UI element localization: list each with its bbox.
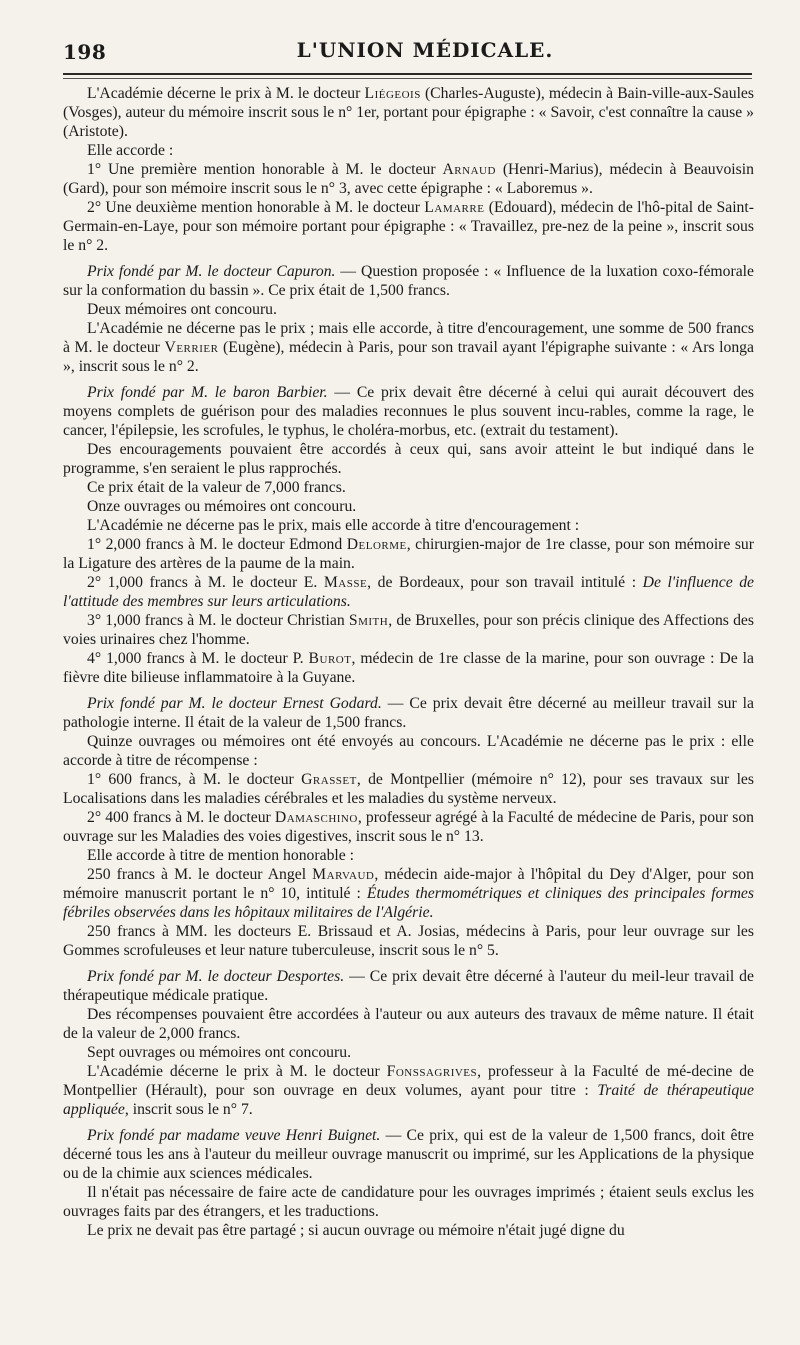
paragraph-text: Des encouragements pouvaient être accordés à ceux qui, sans avoir atteint le but indiqué dans le programme, s'en seraient le plus rapprochés. — [63, 441, 754, 477]
paragraph-text: L'Académie décerne le prix à M. le docteur — [87, 85, 365, 102]
paragraph-text: (Henri-Marius), médecin à Beauvoisin (Gard), pour son mémoire inscrit sous le n° 3, avec cette épigraphe : « Laboremus ». — [63, 161, 754, 197]
paragraph-text: , professeur agrégé à la Faculté de médecine de Paris, pour son ouvrage sur les Maladies des voies digestives, inscrit sous le n° 13. — [63, 809, 755, 845]
paragraph-text: , professeur à la Faculté de mé-decine de Montpellier (Hérault), pour son ouvrage en deux volumes, ayant pour titre : — [63, 1063, 755, 1099]
paragraph-text: Elle accorde : — [87, 142, 174, 159]
author-name: Damaschino — [274, 809, 358, 826]
paragraph-text: — Ce prix devait être décerné à l'auteur du meil-leur travail de thérapeutique médicale pratique. — [63, 968, 754, 1004]
paragraph-text: Quinze ouvrages ou mémoires ont été envoyés au concours. L'Académie ne décerne pas le prix : elle accorde à titre de récompense : — [63, 733, 754, 769]
running-head-title: L'UNION MÉDICALE. — [296, 38, 554, 62]
paragraph-text: , médecin de 1re classe de la marine, pour son ouvrage : De la fièvre dite bilieuse inflammatoire à la Guyane. — [63, 650, 754, 686]
paragraph-text: Des récompenses pouvaient être accordées à l'auteur ou aux auteurs des travaux de même nature. Il était de la valeur de 2,000 francs. — [63, 1006, 754, 1042]
paragraph — [63, 865, 754, 922]
article-body — [63, 84, 754, 1240]
italic-title: Études thermométriques et cliniques des principales formes fébriles observées dans les hôpitaux militaires de l'Algérie. — [63, 885, 754, 921]
paragraph — [63, 319, 754, 376]
author-name: Arnaud — [442, 161, 496, 178]
paragraph — [63, 611, 754, 649]
paragraph-text: 250 francs à M. le docteur Angel — [87, 866, 313, 883]
paragraph-text: 2° 400 francs à M. le docteur — [87, 809, 275, 826]
paragraph-text: , inscrit sous le n° 7. — [124, 1101, 253, 1118]
paragraph-text: 1° 600 francs, à M. le docteur — [87, 771, 302, 788]
paragraph-text: , de Bruxelles, pour son précis clinique des Affections des voies urinaires chez l'homme. — [63, 612, 755, 648]
paragraph-text: — Ce prix, qui est de la valeur de 1,500 francs, doit être décerné tous les ans à l'auteur du meilleur ouvrage manuscrit ou imprimé, sur les Applications de la physique ou de la chimie aux sciences médicales. — [63, 1127, 754, 1182]
paragraph — [63, 141, 754, 160]
paragraph-text: , de Bordeaux, pour son travail intitulé : — [367, 574, 643, 591]
paragraph — [63, 497, 754, 516]
paragraph — [63, 440, 754, 478]
author-name: Lamarre — [424, 199, 485, 216]
paragraph — [63, 732, 754, 770]
paragraph-text: 2° Une deuxième mention honorable à M. le docteur — [87, 199, 425, 216]
author-name: Marvaud — [312, 866, 375, 883]
paragraph — [63, 573, 754, 611]
paragraph-text: Sept ouvrages ou mémoires ont concouru. — [87, 1044, 352, 1061]
section-paragraph — [63, 694, 754, 732]
author-name: Masse — [323, 574, 368, 591]
paragraph-text: Il n'était pas nécessaire de faire acte de candidature pour les ouvrages imprimés ; étaient seuls exclus les ouvrages faits par des étrangers, et les traductions. — [63, 1184, 754, 1220]
paragraph — [63, 770, 754, 808]
paragraph-text: 4° 1,000 francs à M. le docteur P. — [87, 650, 309, 667]
paragraph — [63, 160, 754, 198]
paragraph — [63, 1183, 754, 1221]
author-name: Burot — [308, 650, 352, 667]
paragraph-text: — Ce prix devait être décerné au meilleur travail sur la pathologie interne. Il était de la valeur de 1,500 francs. — [63, 695, 754, 731]
header-rule — [63, 73, 752, 75]
paragraph — [63, 846, 754, 865]
author-name: Smith — [348, 612, 389, 629]
author-name: Fonssagrives — [386, 1063, 478, 1080]
paragraph-text: , chirurgien-major de 1re classe, pour son mémoire sur la Ligature des artères de la paume de la main. — [63, 536, 754, 572]
paragraph-text: L'Académie ne décerne pas le prix ; mais elle accorde, à titre d'encouragement, une somme de 500 francs à M. le docteur — [63, 320, 754, 356]
paragraph-text: 250 francs à MM. les docteurs E. Brissaud et A. Josias, médecins à Paris, pour leur ouvrage sur les Gommes scrofuleuses et leur nature tuberculeuse, inscrit sous le n° 5. — [63, 923, 754, 959]
paragraph-text: , médecin aide-major à l'hôpital du Dey d'Alger, pour son mémoire manuscrit portant le n° 10, intitulé : — [63, 866, 754, 902]
paragraph-text: (Eugène), médecin à Paris, pour son travail ayant l'épigraphe suivante : « Ars longa », inscrit sous le n° 2. — [63, 339, 754, 375]
paragraph — [63, 649, 754, 687]
prize-heading: Prix fondé par madame veuve Henri Buignet. — [87, 1127, 381, 1144]
paragraph — [63, 300, 754, 319]
paragraph-text: (Charles-Auguste), médecin à Bain-ville-aux-Saules (Vosges), auteur du mémoire inscrit sous le n° 1er, portant pour épigraphe : « Savoir, c'est connaître la cause » (Aristote). — [63, 85, 754, 140]
paragraph — [63, 478, 754, 497]
section-paragraph — [63, 1126, 754, 1183]
paragraph-text: L'Académie décerne le prix à M. le docteur — [87, 1063, 387, 1080]
author-name: Grasset — [301, 771, 357, 788]
author-name: Verrier — [164, 339, 219, 356]
section-paragraph — [63, 262, 754, 300]
paragraph — [63, 1005, 754, 1043]
paragraph-text: Onze ouvrages ou mémoires ont concouru. — [87, 498, 357, 515]
italic-title: De l'influence de l'attitude des membres sur leurs articulations. — [63, 574, 755, 610]
header-rule-thin — [63, 78, 752, 79]
paragraph-text: Le prix ne devait pas être partagé ; si aucun ouvrage ou mémoire n'était jugé digne du — [87, 1222, 625, 1239]
paragraph — [63, 516, 754, 535]
paragraph-text: (Edouard), médecin de l'hô-pital de Saint-Germain-en-Laye, pour son mémoire portant pour épigraphe : « Travaillez, pre-nez de la peine », inscrit sous le n° 2. — [63, 199, 754, 254]
author-name: Delorme — [346, 536, 407, 553]
prize-heading: Prix fondé par M. le docteur Capuron. — [87, 263, 336, 280]
paragraph — [63, 198, 754, 255]
prize-heading: Prix fondé par M. le baron Barbier. — [87, 384, 328, 401]
paragraph — [63, 922, 754, 960]
author-name: Liégeois — [364, 85, 421, 102]
paragraph-text: Deux mémoires ont concouru. — [87, 301, 277, 318]
paragraph — [63, 808, 754, 846]
page-number: 198 — [63, 40, 107, 64]
paragraph-text: 3° 1,000 francs à M. le docteur Christian — [87, 612, 349, 629]
paragraph — [63, 84, 754, 141]
paragraph-text: Elle accorde à titre de mention honorable : — [87, 847, 355, 864]
paragraph — [63, 1062, 754, 1119]
paragraph-text: — Ce prix devait être décerné à celui qui aurait découvert des moyens complets de guérison pour des maladies reconnues le plus souvent incu-rables, comme la rage, le cancer, l'épilepsie, les scrofules, le typhus, le choléra-morbus, etc. (extrait du testament). — [63, 384, 754, 439]
section-paragraph — [63, 967, 754, 1005]
section-paragraph — [63, 383, 754, 440]
prize-heading: Prix fondé par M. le docteur Desportes. — [87, 968, 345, 985]
paragraph-text: , de Montpellier (mémoire n° 12), pour ses travaux sur les Localisations dans les maladies cérébrales et les maladies du système nerveux. — [63, 771, 754, 807]
paragraph-text: L'Académie ne décerne pas le prix, mais elle accorde à titre d'encouragement : — [87, 517, 580, 534]
prize-heading: Prix fondé par M. le docteur Ernest Godard. — [87, 695, 382, 712]
paragraph-text: 1° Une première mention honorable à M. le docteur — [87, 161, 443, 178]
paragraph-text: 2° 1,000 francs à M. le docteur E. — [87, 574, 324, 591]
paragraph-text: — Question proposée : « Influence de la luxation coxo-fémorale sur la conformation du bassin ». Ce prix était de 1,500 francs. — [63, 263, 754, 299]
paragraph-text: 1° 2,000 francs à M. le docteur Edmond — [87, 536, 347, 553]
paragraph — [63, 1043, 754, 1062]
paragraph — [63, 1221, 754, 1240]
paragraph — [63, 535, 754, 573]
italic-title: Traité de thérapeutique appliquée — [63, 1082, 754, 1118]
paragraph-text: Ce prix était de la valeur de 7,000 francs. — [87, 479, 346, 496]
